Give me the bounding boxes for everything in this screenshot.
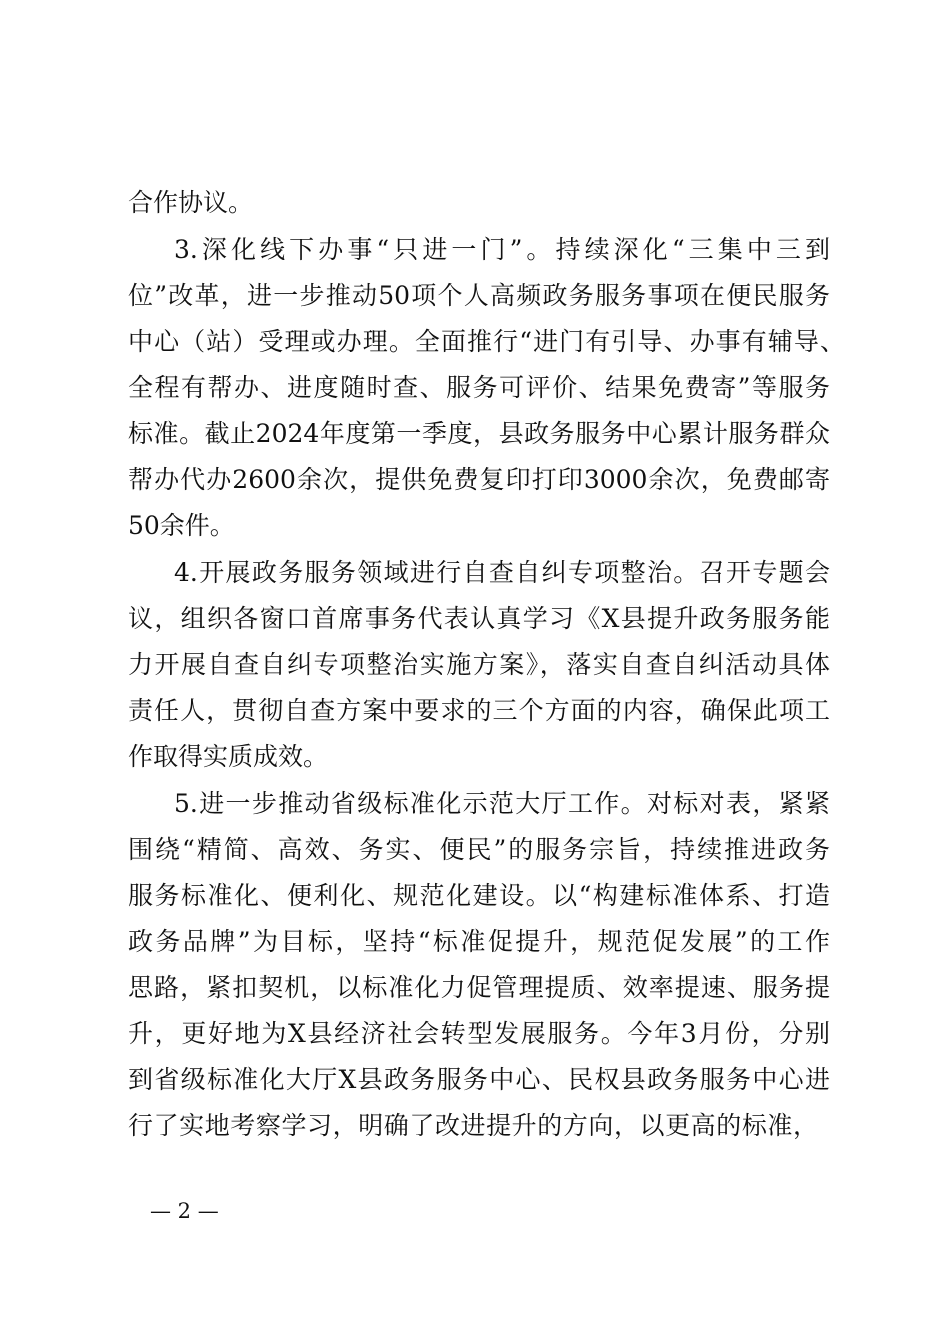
text-line-6: 标准。截止2024年度第一季度，县政务服务中心累计服务群众 <box>128 419 830 448</box>
text-line-21: 行了实地考察学习，明确了改进提升的方向，以更高的标准， <box>128 1111 818 1140</box>
page-number: — 2 — <box>150 1199 219 1223</box>
text-line-20: 到省级标准化大厅X县政务服务中心、民权县政务服务中心进 <box>128 1065 830 1094</box>
paragraph-5-heading-line: 5.进一步推动省级标准化示范大厅工作。对标对表，紧紧 <box>174 789 830 818</box>
text-line-12: 责任人，贯彻自查方案中要求的三个方面的内容，确保此项工 <box>128 696 830 725</box>
text-line-16: 服务标准化、便利化、规范化建设。以“构建标准体系、打造 <box>128 881 830 910</box>
text-line-15: 围绕“精简、高效、务实、便民”的服务宗旨，持续推进政务 <box>128 835 830 864</box>
text-line-19: 升，更好地为X县经济社会转型发展服务。今年3月份，分别 <box>128 1019 830 1048</box>
text-line-8: 50余件。 <box>128 511 235 540</box>
text-line-10: 议，组织各窗口首席事务代表认真学习《X县提升政务服务能 <box>128 604 830 633</box>
text-line-3: 位”改革，进一步推动50项个人高频政务服务事项在便民服务 <box>128 281 830 310</box>
text-line-1: 合作协议。 <box>128 188 254 217</box>
text-line-7: 帮办代办2600余次，提供免费复印打印3000余次，免费邮寄 <box>128 465 830 494</box>
text-line-18: 思路，紧扣契机，以标准化力促管理提质、效率提速、服务提 <box>128 973 830 1002</box>
text-line-13: 作取得实质成效。 <box>128 742 329 771</box>
text-line-11: 力开展自查自纠专项整治实施方案》，落实自查自纠活动具体 <box>128 650 830 679</box>
paragraph-4-heading-line: 4.开展政务服务领域进行自查自纠专项整治。召开专题会 <box>174 558 830 587</box>
text-line-5: 全程有帮办、进度随时查、服务可评价、结果免费寄”等服务 <box>128 373 830 402</box>
text-line-4: 中心（站）受理或办理。全面推行“进门有引导、办事有辅导、 <box>128 327 845 356</box>
text-line-17: 政务品牌”为目标，坚持“标准促提升，规范促发展”的工作 <box>128 927 830 956</box>
paragraph-3-heading-line: 3.深化线下办事“只进一门”。持续深化“三集中三到 <box>174 235 830 264</box>
